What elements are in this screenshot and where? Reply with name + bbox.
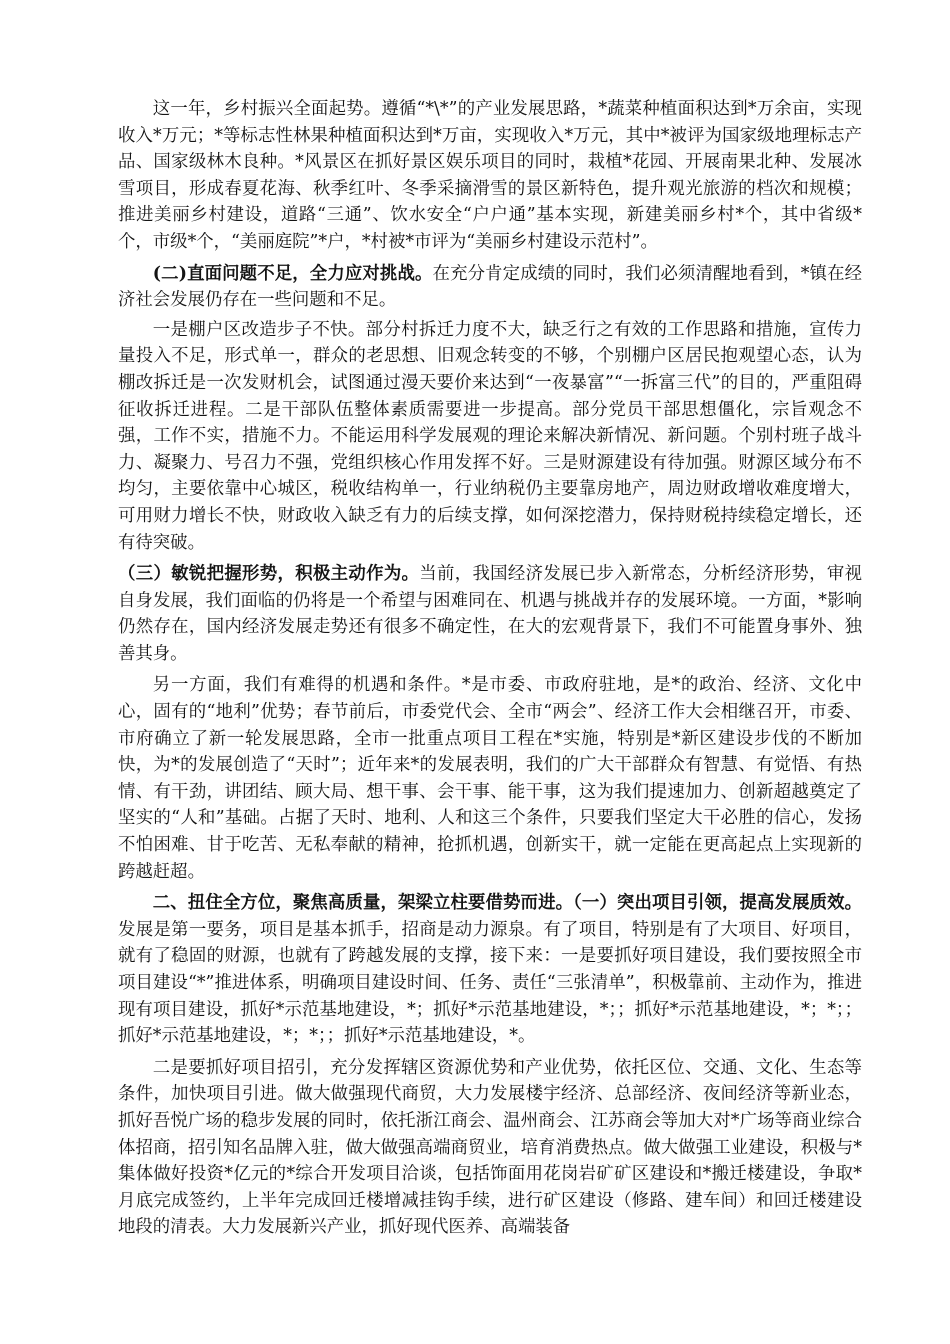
paragraph-body: 发展是第一要务，项目是基本抓手，招商是动力源泉。有了项目，特别是有了大项目、好项目，就有了稳固的财源，也就有了跨越发展的支撑，接下来：一是要抓好项目建设，我们要按照全市项目建设“*”推进体系，明确项目建设时间、任务、责任“三张清单”，积极靠前、主动作为，推进现有项目建设，抓好*示范基地建设，*；抓好*示范基地建设，*；；抓好*示范基地建设，*；*；；抓好*示范基地建设，*；*；；抓好*示范基地建设，*。: [118, 919, 862, 1047]
paragraph-body: 在充分肯定成绩的同时，我们必须清醒地看到，*镇在经济社会发展仍存在一些问题和不足。: [118, 263, 862, 311]
paragraph-body: 一是棚户区改造步子不快。部分村拆迁力度不大，缺乏行之有效的工作思路和措施，宣传力量投入不足，形式单一，群众的老思想、旧观念转变的不够，个别棚户区居民抱观望心态，认为棚改拆迁是一次发财机会，试图通过漫天要价来达到“一夜暴富”“一拆富三代”的目的，严重阻碍征收拆迁进程。二是干部队伍整体素质需要进一步提高。部分党员干部思想僵化，宗旨观念不强，工作不实，措施不力。不能运用科学发展观的理论来解决新情况、新问题。个别村班子战斗力、凝聚力、号召力不强，党组织核心作用发挥不好。三是财源建设有待加强。财源区域分布不均匀，主要依靠中心城区，税收结构单一，行业纳税仍主要靠房地产，周边财政增收难度增大，可用财力增长不快，财政收入缺乏有力的后续支撑，如何深挖潜力，保持财税持续稳定增长，还有待突破。: [118, 319, 862, 553]
paragraph-body: 二是要抓好项目招引，充分发挥辖区资源优势和产业优势，依托区位、交通、文化、生态等条件，加快项目引进。做大做强现代商贸，大力发展楼宇经济、总部经济、夜间经济等新业态，抓好吾悦广场的稳步发展的同时，依托浙江商会、温州商会、江苏商会等加大对*广场等商业综合体招商，招引知名品牌入驻，做大做强高端商贸业，培育消费热点。做大做强工业建设，积极与*集体做好投资*亿元的*综合开发项目洽谈，包括饰面用花岗岩矿矿区建设和*搬迁楼建设，争取*月底完成签约，上半年完成回迁楼增减挂钩手续，进行矿区建设（修路、建车间）和回迁楼建设地段的清表。大力发展新兴产业，抓好现代医养、高端装备: [118, 1057, 862, 1238]
paragraph-project-leadership: [118, 890, 862, 1050]
paragraph-rural-revitalization: [118, 96, 862, 256]
paragraph-body: 这一年，乡村振兴全面起势。遵循“*\*”的产业发展思路，*蔬菜种植面积达到*万余亩，实现收入*万元；*等标志性林果种植面积达到*万亩，实现收入*万元，其中*被评为国家级地理标志产品、国家级林木良种。*风景区在抓好景区娱乐项目的同时，栽植*花园、开展南果北种、发展冰雪项目，形成春夏花海、秋季红叶、冬季采摘滑雪的景区新特色，提升观光旅游的档次和规模；推进美丽乡村建设，道路“三通”、饮水安全“户户通”基本实现，新建美丽乡村*个，其中省级*个，市级*个，“美丽庭院”*户，*村被*市评为“美丽乡村建设示范村”。: [118, 99, 862, 252]
paragraph-body: 当前，我国经济发展已步入新常态，分析经济形势，审视自身发展，我们面临的仍将是一个希望与困难同在、机遇与挑战并存的发展环境。一方面，*影响仍然存在，国内经济发展走势还有很多不确定性，在大的宏观背景下，我们不可能置身事外、独善其身。: [118, 564, 862, 664]
paragraph-body: 另一方面，我们有难得的机遇和条件。*是市委、市政府驻地，是*的政治、经济、文化中心，固有的“地利”优势；春节前后，市委党代会、全市“两会”、经济工作大会相继召开，市委、市府确立了新一轮发展思路，全市一批重点项目工程在*实施，特别是*新区建设步伐的不断加快，为*的发展创造了“天时”；近年来*的发展表明，我们的广大干部群众有智慧、有觉悟、有热情、有干劲，讲团结、顾大局、想干事、会干事、能干事，这为我们提速加力、创新超越奠定了坚实的“人和”基础。占据了天时、地利、人和这三个条件，只要我们坚定大干必胜的信心，发扬不怕困难、甘于吃苦、无私奉献的精神，抢抓机遇，创新实干，就一定能在更高起点上实现新的跨越赶超。: [118, 675, 862, 882]
paragraph-problems-heading: [118, 261, 862, 314]
section-heading: (二)直面问题不足，全力应对挑战。: [152, 263, 433, 284]
paragraph-problems-detail: [118, 317, 862, 556]
section-heading: 二、扭住全方位，聚焦高质量，架梁立柱要借势而进。（一）突出项目引领，提高发展质效。: [152, 893, 862, 914]
document-page: [118, 96, 862, 1246]
paragraph-situation-heading: [118, 561, 862, 667]
section-heading: （三）敏锐把握形势，积极主动作为。: [118, 564, 420, 585]
paragraph-project-attraction: [118, 1055, 862, 1241]
paragraph-opportunities: [118, 672, 862, 885]
